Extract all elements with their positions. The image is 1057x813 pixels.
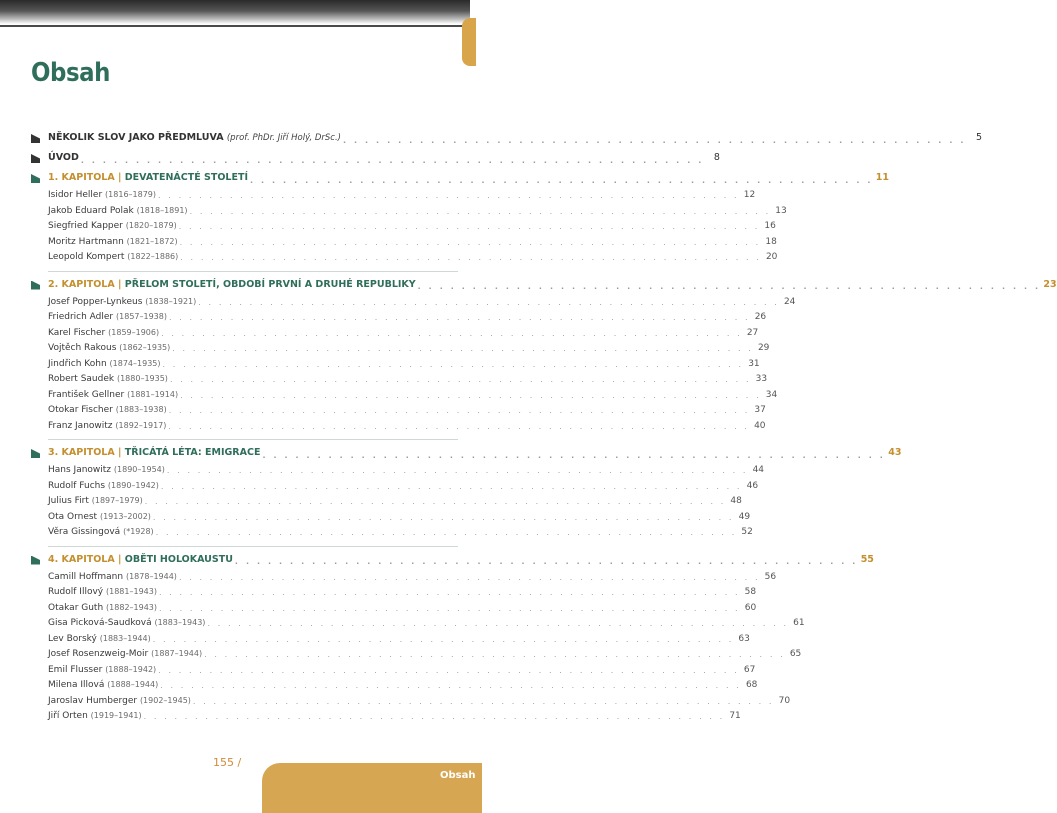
dot-leader: . . . . . . . . . . . . . . . . . . . . . . . . . . . . . . . . . . . . . . . . . . . . . . . . . . . . . . . . . bbox=[158, 588, 741, 597]
toc-entry[interactable] bbox=[48, 709, 741, 725]
author-entry bbox=[48, 402, 169, 419]
table-of-contents bbox=[0, 128, 1057, 725]
toc-entry[interactable] bbox=[48, 188, 756, 204]
author-entry bbox=[48, 493, 145, 510]
author-entry bbox=[48, 584, 159, 601]
author-name: Jaroslav Humberger bbox=[48, 695, 138, 706]
toc-page-number: 29 bbox=[757, 343, 770, 353]
author-years: (1820–1879) bbox=[125, 221, 177, 230]
chapter-name: PŘELOM STOLETÍ, OBDOBÍ PRVNÍ A DRUHÉ REPUBLIKY bbox=[124, 278, 416, 290]
toc-entry[interactable] bbox=[48, 250, 778, 266]
author-name: Milena Illová bbox=[48, 680, 105, 690]
chapter-divider bbox=[48, 271, 458, 272]
author-name: Rudolf Fuchs bbox=[48, 480, 106, 491]
dot-leader: . . . . . . . . . . . . . . . . . . . . . . . . . . . . . . . . . . . . . . . . . . . . . . . . . . . . . . . . . bbox=[178, 222, 760, 231]
toc-entry[interactable] bbox=[48, 632, 750, 648]
toc-page-number: 49 bbox=[738, 511, 751, 522]
toc-page-number: 63 bbox=[738, 633, 750, 644]
author-entry bbox=[48, 187, 158, 204]
toc-page-number: 58 bbox=[744, 587, 757, 597]
toc-page-number: 11 bbox=[875, 172, 889, 183]
dot-leader: . . . . . . . . . . . . . . . . . . . . . . . . . . . . . . . . . . . . . . . . . . . . . . . . . . . . . . . . . bbox=[262, 450, 886, 460]
author-name: Emil Flusser bbox=[48, 664, 103, 675]
toc-page-number: 27 bbox=[746, 327, 759, 338]
chapter-title bbox=[48, 275, 418, 295]
author-entry bbox=[48, 615, 207, 632]
toc-entry[interactable] bbox=[48, 585, 757, 601]
dot-leader: . . . . . . . . . . . . . . . . . . . . . . . . . . . . . . . . . . . . . . . . . . . . . . . . . . . . . . . . . bbox=[180, 253, 762, 262]
toc-page-number: 8 bbox=[713, 152, 720, 163]
dot-leader: . . . . . . . . . . . . . . . . . . . . . . . . . . . . . . . . . . . . . . . . . . . . . . . . . . . . . . . . . bbox=[417, 282, 1041, 291]
toc-page-number: 44 bbox=[752, 465, 765, 475]
dot-leader: . . . . . . . . . . . . . . . . . . . . . . . . . . . . . . . . . . . . . . . . . . . . . . . . . . . . . . . . . bbox=[168, 406, 750, 415]
author-years: (1838–1921) bbox=[145, 296, 197, 306]
chapter-title bbox=[48, 128, 343, 148]
author-name: Hans Janowitz bbox=[48, 465, 112, 475]
author-entry bbox=[48, 509, 153, 526]
chapter-divider bbox=[48, 439, 458, 440]
author-entry bbox=[48, 708, 144, 725]
author-years: (1881–1943) bbox=[106, 587, 157, 596]
toc-page-number: 13 bbox=[775, 205, 787, 216]
chapter-name: TŘICÁTÁ LÉTA: EMIGRACE bbox=[124, 447, 261, 458]
author-years: (1902–1945) bbox=[139, 695, 191, 705]
toc-page-number: 60 bbox=[744, 602, 757, 613]
chapter-name: NĚKOLIK SLOV JAKO PŘEDMLUVA bbox=[48, 132, 224, 143]
author-name: Jindřich Kohn bbox=[48, 358, 107, 369]
author-years: (1883–1944) bbox=[99, 633, 151, 643]
chapter-divider bbox=[48, 546, 458, 547]
dot-leader: . . . . . . . . . . . . . . . . . . . . . . . . . . . . . . . . . . . . . . . . . . . . . . . . . . . . . . . . . bbox=[342, 135, 966, 145]
toc-page-number: 67 bbox=[743, 664, 756, 675]
chapter-number: 2. KAPITOLA | bbox=[48, 278, 122, 290]
author-years: (1887–1944) bbox=[151, 649, 203, 658]
dot-leader: . . . . . . . . . . . . . . . . . . . . . . . . . . . . . . . . . . . . . . . . . . . . . . . . . . . . . . . . . bbox=[198, 297, 780, 307]
dot-leader: . . . . . . . . . . . . . . . . . . . . . . . . . . . . . . . . . . . . . . . . . . . . . . . . . . . . . . . . . bbox=[179, 237, 761, 247]
chapter-title bbox=[48, 168, 250, 188]
toc-entry[interactable] bbox=[48, 494, 742, 510]
author-name: Lev Borský bbox=[48, 633, 97, 644]
toc-entry[interactable] bbox=[48, 678, 758, 694]
author-years: (1878–1944) bbox=[125, 571, 177, 581]
chapter-number: 4. KAPITOLA | bbox=[48, 553, 122, 565]
toc-page-number: 24 bbox=[783, 296, 796, 307]
author-name: Friedrich Adler bbox=[48, 312, 114, 322]
dot-leader: . . . . . . . . . . . . . . . . . . . . . . . . . . . . . . . . . . . . . . . . . . . . . . . . . . . . . . . . . bbox=[180, 390, 762, 400]
toc-chapter-heading[interactable] bbox=[48, 168, 889, 188]
author-entry bbox=[48, 218, 179, 235]
dot-leader: . . . . . . . . . . . . . . . . . . . . . . . . . . . . . . . . . . . . . . . . . . . . . . . . . . . . . . . . . bbox=[178, 572, 761, 582]
author-years: (1897–1979) bbox=[91, 496, 143, 505]
top-rule bbox=[0, 25, 470, 27]
author-entry bbox=[48, 371, 170, 388]
author-name: Otakar Guth bbox=[48, 602, 104, 613]
toc-chapter-heading[interactable] bbox=[48, 550, 874, 570]
author-name: Vojtěch Rakous bbox=[48, 343, 117, 353]
toc-page-number: 37 bbox=[754, 405, 766, 415]
author-entry bbox=[48, 340, 172, 357]
toc-entry[interactable] bbox=[48, 601, 757, 617]
author-entry bbox=[48, 693, 193, 710]
toc-entry[interactable] bbox=[48, 463, 765, 479]
author-years: (1892–1917) bbox=[115, 420, 167, 430]
toc-page-number: 33 bbox=[755, 374, 768, 384]
dot-leader: . . . . . . . . . . . . . . . . . . . . . . . . . . . . . . . . . . . . . . . . . . . . . . . . . . . . . . . . . bbox=[160, 681, 742, 690]
author-name: Josef Rosenzweig-Moir bbox=[48, 649, 149, 659]
toc-entry[interactable] bbox=[48, 204, 787, 220]
author-years: (1816–1879) bbox=[105, 190, 157, 199]
toc-page-number: 71 bbox=[729, 711, 741, 721]
author-years: (1919–1941) bbox=[90, 711, 142, 720]
dot-leader: . . . . . . . . . . . . . . . . . . . . . . . . . . . . . . . . . . . . . . . . . . . . . . . . . . . . . . . . . bbox=[192, 696, 775, 706]
bullet-triangle-icon bbox=[31, 449, 40, 458]
toc-entry[interactable] bbox=[48, 403, 766, 419]
dot-leader: . . . . . . . . . . . . . . . . . . . . . . . . . . . . . . . . . . . . . . . . . . . . . . . . . . . . . . . . . bbox=[161, 328, 743, 338]
toc-page-number: 65 bbox=[789, 649, 802, 659]
toc-page-number: 31 bbox=[748, 358, 760, 369]
author-years: (1883–1938) bbox=[115, 405, 167, 414]
author-name: Josef Popper-Lynkeus bbox=[48, 296, 143, 307]
author-years: (1890–1942) bbox=[107, 480, 159, 490]
dot-leader: . . . . . . . . . . . . . . . . . . . . . . . . . . . . . . . . . . . . . . . . . . . . . . . . . . . . . . . . . bbox=[152, 634, 734, 644]
toc-page-number: 20 bbox=[765, 252, 778, 262]
author-name: František Gellner bbox=[48, 389, 125, 400]
chapter-number: 3. KAPITOLA | bbox=[48, 447, 122, 458]
toc-page-number: 61 bbox=[793, 618, 805, 628]
chapter-name: ÚVOD bbox=[48, 152, 79, 163]
toc-entry[interactable] bbox=[48, 570, 777, 586]
author-entry bbox=[48, 524, 156, 541]
chapter-title bbox=[48, 148, 81, 168]
author-entry bbox=[48, 418, 168, 435]
author-entry bbox=[48, 356, 163, 373]
dot-leader: . . . . . . . . . . . . . . . . . . . . . . . . . . . . . . . . . . . . . . . . . . . . . . . . . . . . . . . . . bbox=[160, 481, 743, 491]
author-entry bbox=[48, 677, 160, 694]
author-entry bbox=[48, 309, 169, 326]
toc-entry[interactable] bbox=[48, 295, 796, 311]
dot-leader: . . . . . . . . . . . . . . . . . . . . . . . . . . . . . . . . . . . . . . . . . . . . . . . . . . . . . . . . . bbox=[143, 712, 725, 721]
toc-page-number: 52 bbox=[741, 527, 753, 537]
dot-leader: . . . . . . . . . . . . . . . . . . . . . . . . . . . . . . . . . . . . . . . . . . . . . . . . . . . . . . . . . bbox=[168, 313, 751, 322]
author-years: (1818–1891) bbox=[136, 205, 188, 215]
dot-leader: . . . . . . . . . . . . . . . . . . . . . . . . . . . . . . . . . . . . . . . . . . . . . . . . . . . . . . . . . bbox=[155, 528, 737, 537]
author-years: (1881–1914) bbox=[127, 389, 179, 399]
author-years: (1880–1935) bbox=[116, 374, 168, 383]
dot-leader: . . . . . . . . . . . . . . . . . . . . . . . . . . . . . . . . . . . . . . . . . . . . . . . . . . . . . . . . . bbox=[80, 155, 704, 165]
bullet-triangle-icon bbox=[31, 281, 40, 290]
author-name: Karel Fischer bbox=[48, 327, 106, 338]
toc-page-number: 46 bbox=[746, 480, 759, 491]
toc-entry[interactable] bbox=[48, 388, 778, 404]
toc-entry[interactable] bbox=[48, 616, 805, 632]
author-entry bbox=[48, 662, 158, 679]
author-name: Věra Gissingová bbox=[48, 527, 121, 537]
toc-entry[interactable] bbox=[48, 219, 776, 235]
author-years: (1862–1935) bbox=[119, 343, 171, 352]
section-label: Obsah bbox=[440, 770, 476, 781]
toc-entry[interactable] bbox=[48, 510, 751, 526]
bullet-triangle-icon bbox=[31, 134, 40, 143]
author-name: Jakob Eduard Polak bbox=[48, 205, 134, 216]
author-years: (1913–2002) bbox=[99, 511, 151, 521]
dot-leader: . . . . . . . . . . . . . . . . . . . . . . . . . . . . . . . . . . . . . . . . . . . . . . . . . . . . . . . . . bbox=[172, 344, 754, 353]
author-entry bbox=[48, 478, 161, 495]
dot-leader: . . . . . . . . . . . . . . . . . . . . . . . . . . . . . . . . . . . . . . . . . . . . . . . . . . . . . . . . . bbox=[158, 665, 740, 675]
toc-entry[interactable] bbox=[48, 372, 768, 388]
chapter-number: 1. KAPITOLA | bbox=[48, 172, 122, 183]
toc-page-number: 68 bbox=[745, 680, 758, 690]
toc-page-number: 70 bbox=[778, 695, 791, 706]
dot-leader: . . . . . . . . . . . . . . . . . . . . . . . . . . . . . . . . . . . . . . . . . . . . . . . . . . . . . . . . . bbox=[168, 421, 750, 431]
author-entry bbox=[48, 646, 204, 663]
toc-entry[interactable] bbox=[48, 341, 770, 357]
author-name: Jiří Orten bbox=[48, 711, 88, 721]
author-years: (1859–1906) bbox=[108, 327, 160, 337]
author-years: (1874–1935) bbox=[109, 358, 161, 368]
page-number: 155 / bbox=[213, 756, 242, 769]
author-years: (*1928) bbox=[123, 527, 154, 536]
bullet-triangle-icon bbox=[31, 154, 40, 163]
chapter-title bbox=[48, 550, 235, 570]
chapter-name: OBĚTI HOLOKAUSTU bbox=[124, 553, 233, 565]
author-name: Ota Ornest bbox=[48, 511, 98, 522]
dot-leader: . . . . . . . . . . . . . . . . . . . . . . . . . . . . . . . . . . . . . . . . . . . . . . . . . . . . . . . . . bbox=[152, 512, 735, 522]
author-entry bbox=[48, 249, 180, 266]
chapter-title bbox=[48, 443, 262, 463]
author-years: (1822–1886) bbox=[127, 252, 179, 261]
toc-entry[interactable] bbox=[48, 694, 791, 710]
author-name: Rudolf Illový bbox=[48, 587, 104, 597]
author-name: Gisa Picková-Saudková bbox=[48, 618, 152, 628]
author-entry bbox=[48, 600, 159, 617]
dot-leader: . . . . . . . . . . . . . . . . . . . . . . . . . . . . . . . . . . . . . . . . . . . . . . . . . . . . . . . . . bbox=[166, 466, 749, 475]
author-name: Robert Saudek bbox=[48, 374, 115, 384]
author-name: Moritz Hartmann bbox=[48, 236, 124, 247]
author-years: (1883–1943) bbox=[154, 618, 206, 627]
author-entry bbox=[48, 462, 167, 479]
toc-chapter-heading[interactable] bbox=[48, 128, 982, 148]
dot-leader: . . . . . . . . . . . . . . . . . . . . . . . . . . . . . . . . . . . . . . . . . . . . . . . . . . . . . . . . . bbox=[207, 619, 789, 628]
author-name: Siegfried Kapper bbox=[48, 221, 123, 231]
author-years: (1888–1944) bbox=[107, 680, 159, 689]
dot-leader: . . . . . . . . . . . . . . . . . . . . . . . . . . . . . . . . . . . . . . . . . . . . . . . . . . . . . . . . . bbox=[169, 375, 752, 384]
toc-page-number: 55 bbox=[860, 553, 874, 565]
author-entry bbox=[48, 234, 180, 251]
toc-entry[interactable] bbox=[48, 479, 759, 495]
toc-entry[interactable] bbox=[48, 326, 759, 342]
author-name: Julius Firt bbox=[48, 496, 89, 506]
toc-page-number: 12 bbox=[743, 190, 756, 200]
author-entry bbox=[48, 325, 161, 342]
author-entry bbox=[48, 203, 190, 220]
author-entry bbox=[48, 631, 153, 648]
toc-entry[interactable] bbox=[48, 663, 756, 679]
author-years: (1890–1954) bbox=[113, 465, 165, 474]
toc-entry[interactable] bbox=[48, 310, 767, 326]
toc-entry[interactable] bbox=[48, 647, 802, 663]
toc-page-number: 16 bbox=[764, 221, 776, 231]
dot-leader: . . . . . . . . . . . . . . . . . . . . . . . . . . . . . . . . . . . . . . . . . . . . . . . . . . . . . . . . . bbox=[162, 359, 744, 369]
dot-leader: . . . . . . . . . . . . . . . . . . . . . . . . . . . . . . . . . . . . . . . . . . . . . . . . . . . . . . . . . bbox=[158, 191, 740, 200]
chapter-note: (prof. PhDr. Jiří Holý, DrSc.) bbox=[226, 133, 341, 143]
author-years: (1821–1872) bbox=[126, 236, 178, 246]
toc-entry[interactable] bbox=[48, 525, 753, 541]
toc-page-number: 18 bbox=[765, 236, 777, 247]
corner-tab bbox=[462, 18, 476, 66]
toc-entry[interactable] bbox=[48, 235, 777, 251]
author-name: Franz Janowitz bbox=[48, 420, 113, 431]
toc-page-number: 56 bbox=[764, 571, 777, 582]
dot-leader: . . . . . . . . . . . . . . . . . . . . . . . . . . . . . . . . . . . . . . . . . . . . . . . . . . . . . . . . . bbox=[159, 603, 741, 613]
author-entry bbox=[48, 569, 179, 586]
toc-page-number: 26 bbox=[754, 312, 767, 322]
bullet-triangle-icon bbox=[31, 556, 40, 565]
dot-leader: . . . . . . . . . . . . . . . . . . . . . . . . . . . . . . . . . . . . . . . . . . . . . . . . . . . . . . . . . bbox=[234, 557, 858, 566]
toc-page-number: 48 bbox=[730, 496, 742, 506]
toc-page-number: 34 bbox=[765, 389, 778, 400]
author-name: Isidor Heller bbox=[48, 190, 103, 200]
toc-page-number: 5 bbox=[975, 132, 982, 143]
toc-chapter-heading[interactable] bbox=[48, 148, 720, 168]
page-top-shadow bbox=[0, 0, 470, 24]
author-entry bbox=[48, 294, 198, 311]
toc-chapter-heading[interactable] bbox=[48, 275, 1057, 295]
chapter-name: DEVATENÁCTÉ STOLETÍ bbox=[124, 172, 248, 183]
dot-leader: . . . . . . . . . . . . . . . . . . . . . . . . . . . . . . . . . . . . . . . . . . . . . . . . . . . . . . . . . bbox=[204, 650, 786, 659]
bullet-triangle-icon bbox=[31, 174, 40, 183]
toc-entry[interactable] bbox=[48, 357, 760, 373]
toc-chapter-heading[interactable] bbox=[48, 443, 902, 463]
page-title: Obsah bbox=[31, 58, 110, 88]
author-years: (1882–1943) bbox=[106, 602, 158, 612]
author-years: (1857–1938) bbox=[116, 312, 167, 321]
dot-leader: . . . . . . . . . . . . . . . . . . . . . . . . . . . . . . . . . . . . . . . . . . . . . . . . . . . . . . . . . bbox=[189, 206, 771, 216]
author-years: (1888–1942) bbox=[105, 664, 157, 674]
dot-leader: . . . . . . . . . . . . . . . . . . . . . . . . . . . . . . . . . . . . . . . . . . . . . . . . . . . . . . . . . bbox=[144, 497, 726, 506]
toc-page-number: 43 bbox=[888, 447, 902, 458]
author-name: Leopold Kompert bbox=[48, 252, 125, 262]
author-name: Camill Hoffmann bbox=[48, 571, 124, 582]
dot-leader: . . . . . . . . . . . . . . . . . . . . . . . . . . . . . . . . . . . . . . . . . . . . . . . . . . . . . . . . . bbox=[249, 175, 873, 185]
toc-page-number: 40 bbox=[754, 420, 766, 431]
author-entry bbox=[48, 387, 180, 404]
author-name: Otokar Fischer bbox=[48, 405, 113, 415]
toc-page-number: 23 bbox=[1043, 278, 1057, 290]
toc-entry[interactable] bbox=[48, 419, 766, 435]
